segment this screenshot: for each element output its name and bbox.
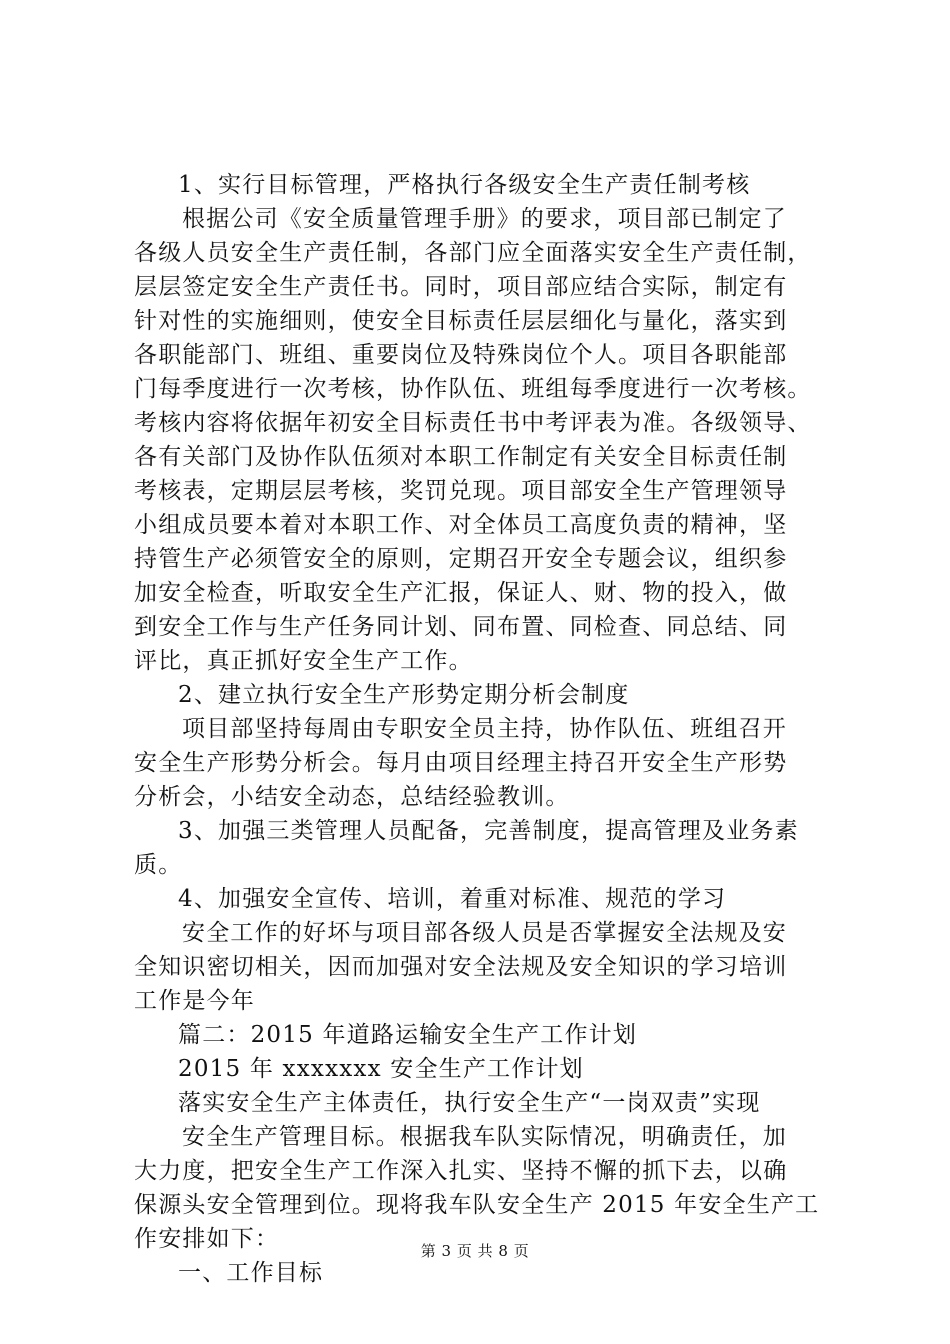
text-line: 作安排如下： <box>134 1226 280 1252</box>
text-line: 各职能部门、班组、重要岗位及特殊岗位个人。项目各职能部 <box>134 342 788 368</box>
text-line: 质。 <box>134 852 183 878</box>
text-line: 4、加强安全宣传、培训，着重对标准、规范的学习 <box>178 886 727 912</box>
text-line: 分析会，小结安全动态，总结经验教训。 <box>134 784 570 810</box>
text-line: 针对性的实施细则，使安全目标责任层层细化与量化，落实到 <box>134 308 788 334</box>
text-line: 全知识密切相关，因而加强对安全法规及安全知识的学习培训 <box>134 954 788 980</box>
text-line: 持管生产必须管安全的原则，定期召开安全专题会议，组织参 <box>134 546 788 572</box>
text-line: 一、工作目标 <box>178 1260 324 1286</box>
text-line: 根据公司《安全质量管理手册》的要求，项目部已制定了 <box>182 206 787 232</box>
text-line: 加安全检查，听取安全生产汇报，保证人、财、物的投入，做 <box>134 580 788 606</box>
text-line: 安全生产管理目标。根据我车队实际情况，明确责任，加 <box>182 1124 787 1150</box>
text-line: 考核内容将依据年初安全目标责任书中考评表为准。各级领导、 <box>134 410 812 436</box>
text-line: 门每季度进行一次考核，协作队伍、班组每季度进行一次考核。 <box>134 376 812 402</box>
text-line: 落实安全生产主体责任，执行安全生产“一岗双责”实现 <box>178 1090 761 1116</box>
text-line: 篇二：2015 年道路运输安全生产工作计划 <box>178 1022 638 1048</box>
text-line: 项目部坚持每周由专职安全员主持，协作队伍、班组召开 <box>182 716 787 742</box>
page-footer: 第 3 页 共 8 页 <box>420 1242 530 1260</box>
document-body <box>134 168 834 1290</box>
text-line: 安全工作的好坏与项目部各级人员是否掌握安全法规及安 <box>182 920 787 946</box>
text-line: 2、建立执行安全生产形势定期分析会制度 <box>178 682 630 708</box>
text-line: 大力度，把安全生产工作深入扎实、坚持不懈的抓下去，以确 <box>134 1158 788 1184</box>
text-line: 各级人员安全生产责任制，各部门应全面落实安全生产责任制， <box>134 240 812 266</box>
text-line: 保源头安全管理到位。现将我车队安全生产 2015 年安全生产工 <box>134 1192 820 1218</box>
text-line: 考核表，定期层层考核，奖罚兑现。项目部安全生产管理领导 <box>134 478 788 504</box>
text-line: 层层签定安全生产责任书。同时，项目部应结合实际，制定有 <box>134 274 788 300</box>
text-line: 小组成员要本着对本职工作、对全体员工高度负责的精神，坚 <box>134 512 788 538</box>
text-line: 2015 年 xxxxxxx 安全生产工作计划 <box>178 1056 584 1082</box>
text-line: 3、加强三类管理人员配备，完善制度，提高管理及业务素 <box>178 818 799 844</box>
text-line: 各有关部门及协作队伍须对本职工作制定有关安全目标责任制 <box>134 444 788 470</box>
text-line: 到安全工作与生产任务同计划、同布置、同检查、同总结、同 <box>134 614 788 640</box>
text-line: 安全生产形势分析会。每月由项目经理主持召开安全生产形势 <box>134 750 788 776</box>
text-line: 1、实行目标管理，严格执行各级安全生产责任制考核 <box>178 172 751 198</box>
text-line: 工作是今年 <box>134 988 255 1014</box>
text-line: 评比，真正抓好安全生产工作。 <box>134 648 473 674</box>
